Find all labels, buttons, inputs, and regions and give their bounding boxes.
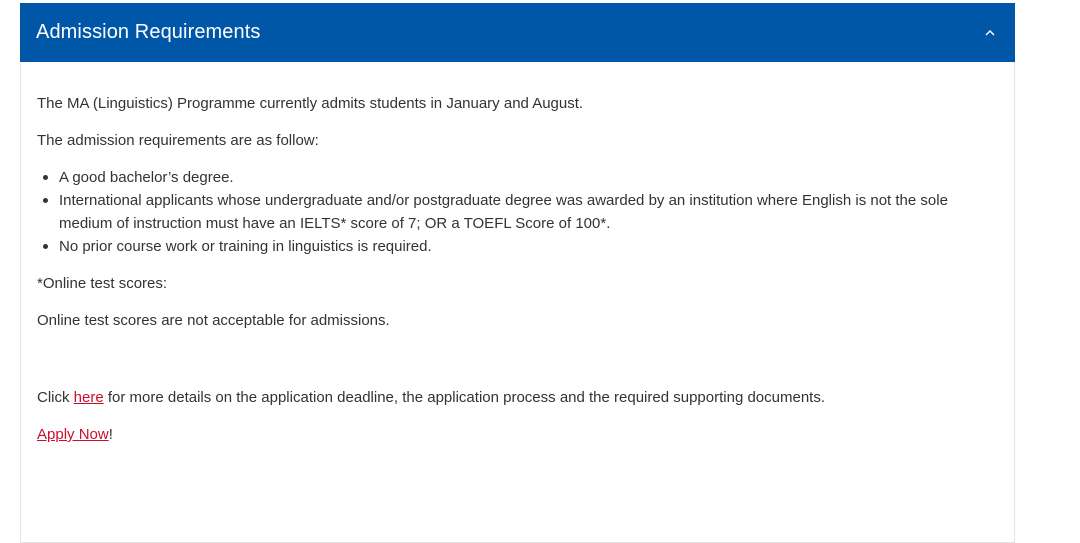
online-scores-note: Online test scores are not acceptable for admissions. — [37, 312, 390, 329]
online-scores-heading: *Online test scores: — [37, 275, 168, 292]
apply-suffix: ! — [108, 426, 113, 443]
apply-now-link[interactable]: Apply Now — [37, 426, 109, 443]
details-suffix: for more details on the application deadline, the application process and the required supporting documents. — [103, 389, 825, 406]
details-here-link[interactable]: here — [73, 389, 104, 406]
details-paragraph — [37, 386, 998, 409]
requirements-heading: The admission requirements are as follow: — [37, 132, 319, 149]
spacer — [37, 346, 998, 386]
requirements-list — [37, 166, 998, 258]
list-item: No prior course work or training in linguistics is required. — [59, 235, 998, 258]
chevron-up-icon[interactable] — [983, 26, 997, 40]
details-prefix: Click — [37, 389, 74, 406]
accordion-header[interactable] — [20, 3, 1015, 62]
admission-requirements-accordion — [20, 3, 1015, 543]
accordion-title: Admission Requirements — [36, 21, 261, 43]
list-item: International applicants whose undergraduate and/or postgraduate degree was awarded by an institution where English is not the sole medium of instruction must have an IELTS* score of 7; OR a TOEFL Score of 100*. — [59, 189, 998, 235]
apply-paragraph — [37, 423, 998, 446]
accordion-body — [21, 62, 1014, 446]
intro-text: The MA (Linguistics) Programme currently admits students in January and August. — [37, 95, 584, 112]
list-item: A good bachelor’s degree. — [59, 166, 998, 189]
